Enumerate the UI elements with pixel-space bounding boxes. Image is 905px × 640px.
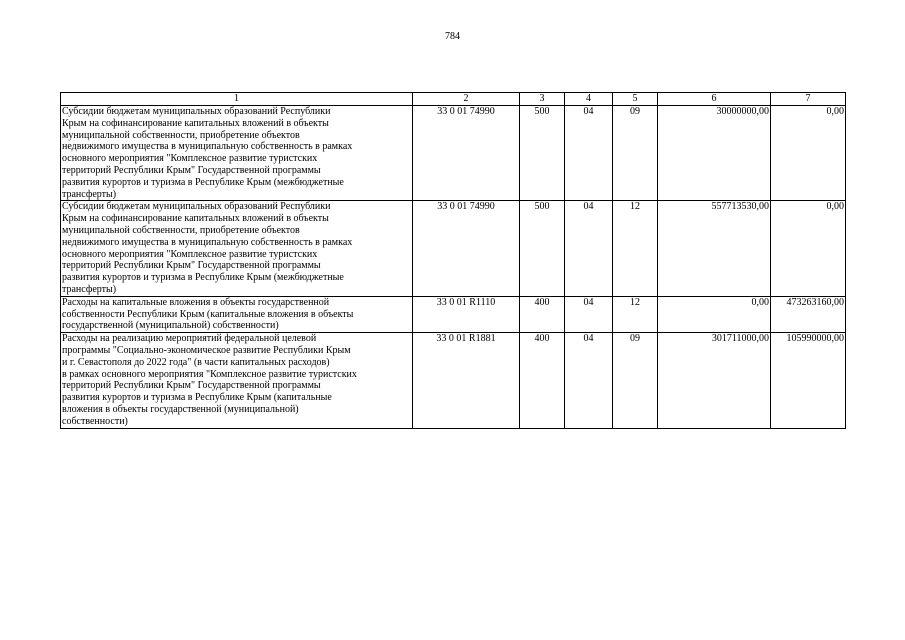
table-row [61, 106, 846, 201]
row-description [61, 296, 413, 332]
row-description [61, 201, 413, 296]
row-description [61, 333, 413, 428]
header-col-5: 5 [613, 93, 658, 106]
row-target-code: 33 0 01 R1881 [413, 333, 520, 428]
description-line: недвижимого имущества в муниципальную собственность в рамках [62, 236, 353, 248]
row-target-code: 33 0 01 74990 [413, 106, 520, 201]
header-col-1: 1 [61, 93, 413, 106]
row-section: 04 [565, 106, 613, 201]
row-expense-type: 500 [520, 201, 565, 296]
description-line: программы "Социально-экономическое развитие Республики Крым [62, 344, 351, 356]
header-col-4: 4 [565, 93, 613, 106]
row-subsection: 09 [613, 333, 658, 428]
row-section: 04 [565, 296, 613, 332]
header-col-7: 7 [771, 93, 846, 106]
description-line: развития курортов и туризма в Республике Крым (капитальные [62, 392, 332, 404]
description-line: развития курортов и туризма в Республике Крым (межбюджетные [62, 176, 344, 188]
row-expense-type: 400 [520, 333, 565, 428]
row-sum-col7: 0,00 [771, 201, 846, 296]
row-section: 04 [565, 201, 613, 296]
row-expense-type: 500 [520, 106, 565, 201]
row-target-code: 33 0 01 R1110 [413, 296, 520, 332]
description-line: вложения в объекты государственной (муниципальной) [62, 403, 299, 415]
description-line: Расходы на капитальные вложения в объекты государственной [62, 296, 330, 308]
row-sum-col6: 30000000,00 [658, 106, 771, 201]
description-line: Субсидии бюджетам муниципальных образований Республики [62, 106, 331, 117]
header-col-6: 6 [658, 93, 771, 106]
description-line: муниципальной собственности, приобретение объектов [62, 129, 300, 141]
row-sum-col7: 105990000,00 [771, 333, 846, 428]
header-col-3: 3 [520, 93, 565, 106]
table-row [61, 296, 846, 332]
table-body [61, 106, 846, 429]
description-line: государственной (муниципальной) собственности) [62, 320, 279, 332]
row-sum-col6: 0,00 [658, 296, 771, 332]
description-line: Крым на софинансирование капитальных вложений в объекты [62, 117, 329, 129]
row-sum-col6: 301711000,00 [658, 333, 771, 428]
description-line: территорий Республики Крым" Государственной программы [62, 164, 321, 176]
row-sum-col6: 557713530,00 [658, 201, 771, 296]
description-line: основного мероприятия "Комплексное развитие туристских [62, 248, 318, 260]
row-description [61, 106, 413, 201]
description-line: основного мероприятия "Комплексное развитие туристских [62, 153, 318, 165]
description-line: территорий Республики Крым" Государственной программы [62, 380, 321, 392]
row-sum-col7: 473263160,00 [771, 296, 846, 332]
description-line: трансферты) [62, 283, 117, 295]
description-line: недвижимого имущества в муниципальную собственность в рамках [62, 141, 353, 153]
row-expense-type: 400 [520, 296, 565, 332]
budget-table [60, 92, 846, 429]
description-line: трансферты) [62, 188, 117, 200]
description-line: территорий Республики Крым" Государственной программы [62, 260, 321, 272]
row-sum-col7: 0,00 [771, 106, 846, 201]
description-line: собственности Республики Крым (капитальные вложения в объекты [62, 308, 354, 320]
row-target-code: 33 0 01 74990 [413, 201, 520, 296]
table-row [61, 201, 846, 296]
description-line: и г. Севастополя до 2022 года" (в части капитальных расходов) [62, 356, 330, 368]
row-subsection: 09 [613, 106, 658, 201]
description-line: в рамках основного мероприятия "Комплексное развитие туристских [62, 368, 357, 380]
table-row [61, 333, 846, 428]
row-subsection: 12 [613, 201, 658, 296]
row-section: 04 [565, 333, 613, 428]
description-line: Субсидии бюджетам муниципальных образований Республики [62, 201, 331, 213]
page-number: 784 [445, 31, 460, 42]
header-col-2: 2 [413, 93, 520, 106]
description-line: Крым на софинансирование капитальных вложений в объекты [62, 213, 329, 225]
description-line: муниципальной собственности, приобретение объектов [62, 224, 300, 236]
row-subsection: 12 [613, 296, 658, 332]
header-row [61, 93, 846, 106]
description-line: Расходы на реализацию мероприятий федеральной целевой [62, 333, 317, 345]
description-line: собственности) [62, 415, 128, 427]
description-line: развития курортов и туризма в Республике Крым (межбюджетные [62, 272, 344, 284]
